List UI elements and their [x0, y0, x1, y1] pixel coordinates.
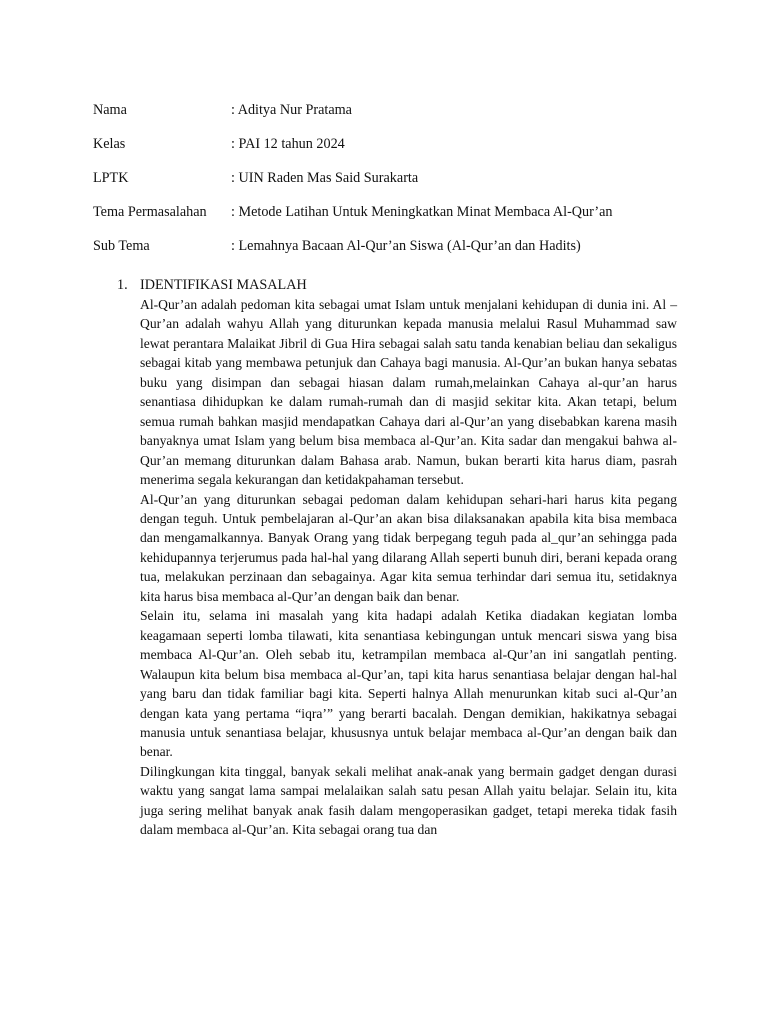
info-label: Sub Tema — [93, 238, 150, 254]
paragraph: Al-Qur’an adalah pedoman kita sebagai umat Islam untuk menjalani kehidupan di dunia ini. Al – Qur’an adalah wahyu Allah yang diturunkan kepada manusia melalui Rasul Muhammad saw lewat perantara Malaikat Jibril di Gua Hira sebagai salah satu tanda kenabian beliau dan sekaligus sebagai kitab yang membawa petunjuk dan Cahaya bagi manusia. Al-Qur’an bukan hanya sebatas buku yang disimpan dan sebagai hiasan dalam rumah,melainkan Cahaya al-qur’an harus senantiasa dihidupkan ke dalam rumah-rumah dan di masjid sekitar kita. Akan tetapi, belum semua rumah bahkan masjid mendapatkan Cahaya dari al-Qur’an yang disebabkan karena masih banyaknya umat Islam yang belum bisa membaca al-Qur’an. Kita sadar dan mengakui bahwa al-Qur’an memang diturunkan dalam Bahasa arab. Namun, bukan berarti kita harus diam, pasrah menerima segala kekurangan dan ketidakpahaman tersebut. — [140, 297, 677, 488]
section-number: 1. — [117, 277, 128, 293]
identity-table — [93, 100, 713, 270]
info-value: : Metode Latihan Untuk Meningkatkan Minat Membaca Al-Qur’an — [231, 204, 613, 220]
info-value: : Lemahnya Bacaan Al-Qur’an Siswa (Al-Qur’an dan Hadits) — [231, 238, 581, 254]
info-value: : Aditya Nur Pratama — [231, 102, 352, 118]
section-heading — [117, 275, 677, 295]
info-label: Tema Permasalahan — [93, 204, 207, 220]
info-row-nama — [93, 100, 713, 134]
paragraph: Dilingkungan kita tinggal, banyak sekali melihat anak-anak yang bermain gadget dengan durasi waktu yang sangat lama sampai melalaikan salah satu pesan Allah yaitu belajar. Selain itu, kita juga sering melihat banyak anak fasih dalam mengoperasikan gadget, tetapi mereka tidak fasih dalam membaca al-Qur’an. Kita sebagai orang tua dan — [140, 763, 677, 838]
info-row-lptk — [93, 168, 713, 202]
info-label: Nama — [93, 102, 127, 118]
info-value: : PAI 12 tahun 2024 — [231, 136, 345, 152]
section-title: IDENTIFIKASI MASALAH — [140, 277, 307, 293]
info-row-tema — [93, 202, 713, 236]
info-row-kelas — [93, 134, 713, 168]
info-value: : UIN Raden Mas Said Surakarta — [231, 170, 419, 186]
section-body — [140, 295, 677, 840]
paragraph: Al-Qur’an yang diturunkan sebagai pedoman dalam kehidupan sehari-hari harus kita pegang dengan teguh. Untuk pembelajaran al-Qur’an akan bisa dilaksanakan apabila kita bisa membaca dan mengamalkannya. Banyak Orang yang tidak berpegang teguh pada al_qur’an sehingga pada kehidupannya terjerumus pada hal-hal yang dilarang Allah seperti bunuh diri, berani kepada orang tua, melakukan perzinaan dan sebagainya. Agar kita semua terhindar dari semua itu, setidaknya kita harus bisa membaca al-Qur’an dengan baik dan benar. — [140, 491, 677, 604]
info-label: LPTK — [93, 170, 129, 186]
info-label: Kelas — [93, 136, 126, 152]
section-identifikasi-masalah — [117, 275, 677, 840]
info-row-subtema — [93, 236, 713, 270]
paragraph: Selain itu, selama ini masalah yang kita hadapi adalah Ketika diadakan kegiatan lomba keagamaan seperti lomba tilawati, kita senantiasa kebingungan untuk mencari siswa yang bisa membaca Al-Qur’an. Oleh sebab itu, ketrampilan membaca al-Qur’an ini sangatlah penting. Walaupun kita belum bisa membaca al-Qur’an, tapi kita harus senantiasa belajar dengan hal-hal yang baru dan tidak familiar bagi kita. Seperti halnya Allah menurunkan kitab suci al-Qur’an dengan kata yang pertama “iqra’” yang berarti bacalah. Dengan demikian, hakikatnya sebagai manusia untuk senantiasa belajar, khususnya untuk belajar membaca al-Qur’an dengan baik dan benar. — [140, 608, 677, 760]
